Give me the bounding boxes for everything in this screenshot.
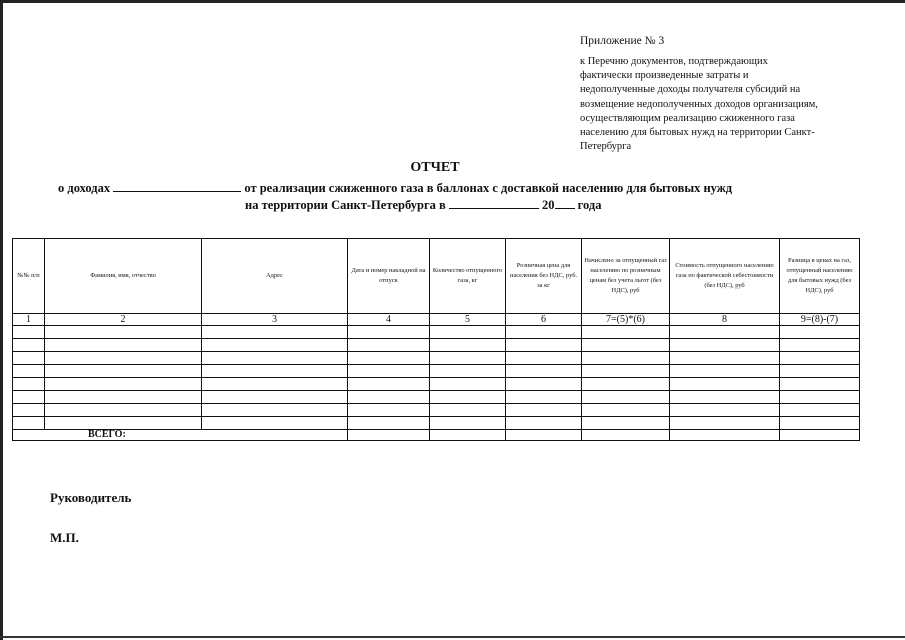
table-cell[interactable] <box>670 326 780 339</box>
table-cell[interactable] <box>202 339 348 352</box>
column-number: 9=(8)-(7) <box>780 314 860 326</box>
table-row <box>13 391 860 404</box>
page-edge <box>0 0 3 640</box>
table-cell[interactable] <box>202 365 348 378</box>
table-cell[interactable] <box>348 417 430 430</box>
table-cell[interactable] <box>13 404 45 417</box>
total-row <box>13 430 860 441</box>
column-number: 5 <box>430 314 506 326</box>
table-cell[interactable] <box>13 378 45 391</box>
header-cell: Начислено за отпущенный газ населению по розничным ценам без учета льгот (без НДС), руб <box>582 239 670 314</box>
report-table <box>12 238 860 441</box>
header-cell: Разница в ценах на газ, отпущенный населению для бытовых нужд (без НДС), руб <box>780 239 860 314</box>
table-cell[interactable] <box>202 352 348 365</box>
table-cell[interactable] <box>430 326 506 339</box>
table-row <box>13 365 860 378</box>
table-cell[interactable] <box>45 352 202 365</box>
table-cell[interactable] <box>582 378 670 391</box>
table-cell[interactable] <box>780 391 860 404</box>
year-label: года <box>577 198 602 212</box>
table-cell[interactable] <box>582 365 670 378</box>
table-cell[interactable] <box>780 339 860 352</box>
table-cell[interactable] <box>506 404 582 417</box>
appendix-text <box>580 55 865 154</box>
column-number: 3 <box>202 314 348 326</box>
table-cell[interactable] <box>670 417 780 430</box>
table-cell[interactable] <box>45 404 202 417</box>
table-cell[interactable] <box>506 326 582 339</box>
table-cell[interactable] <box>670 391 780 404</box>
table-cell[interactable] <box>670 378 780 391</box>
total-cell[interactable] <box>348 430 430 441</box>
header-cell: Количество отпущенного газа, кг <box>430 239 506 314</box>
table-row <box>13 417 860 430</box>
table-cell[interactable] <box>506 339 582 352</box>
table-cell[interactable] <box>430 352 506 365</box>
table-cell[interactable] <box>506 378 582 391</box>
table-cell[interactable] <box>202 417 348 430</box>
table-cell[interactable] <box>582 352 670 365</box>
header-cell: Фамилия, имя, отчество <box>45 239 202 314</box>
table-cell[interactable] <box>13 326 45 339</box>
appendix-line: осуществляющим реализацию сжиженного газа <box>580 112 795 124</box>
appendix-title: Приложение № 3 <box>580 35 665 47</box>
month-blank-field[interactable] <box>449 197 539 209</box>
table-cell[interactable] <box>780 352 860 365</box>
table-cell[interactable] <box>202 391 348 404</box>
header-cell: №№ п/п <box>13 239 45 314</box>
income-blank-field[interactable] <box>113 180 241 192</box>
table-cell[interactable] <box>13 391 45 404</box>
page-edge <box>0 636 905 638</box>
income-label: о доходах <box>58 181 111 195</box>
appendix-line: фактически произведенные затраты и <box>580 70 749 82</box>
column-number: 2 <box>45 314 202 326</box>
table-cell[interactable] <box>670 339 780 352</box>
table-cell[interactable] <box>13 417 45 430</box>
table-cell[interactable] <box>582 326 670 339</box>
table-cell[interactable] <box>780 404 860 417</box>
table-cell[interactable] <box>45 326 202 339</box>
report-subtitle-line-1 <box>58 180 732 196</box>
table-cell[interactable] <box>780 378 860 391</box>
table-cell[interactable] <box>780 326 860 339</box>
total-cell[interactable] <box>780 430 860 441</box>
table-cell[interactable] <box>430 339 506 352</box>
table-cell[interactable] <box>348 365 430 378</box>
table-cell[interactable] <box>348 339 430 352</box>
year-blank-field[interactable] <box>555 197 575 209</box>
table-cell[interactable] <box>348 404 430 417</box>
table-cell[interactable] <box>506 365 582 378</box>
table-cell[interactable] <box>670 365 780 378</box>
subtitle-text: от реализации сжиженного газа в баллонах с доставкой населению для бытовых нужд <box>244 181 733 195</box>
table-cell[interactable] <box>582 339 670 352</box>
appendix-line: возмещение недополученных доходов организациям, <box>580 98 818 110</box>
table-cell[interactable] <box>348 391 430 404</box>
appendix-line: Петербурга <box>580 141 632 153</box>
table-cell[interactable] <box>780 365 860 378</box>
table-cell[interactable] <box>670 352 780 365</box>
table-cell[interactable] <box>430 365 506 378</box>
appendix-line: к Перечню документов, подтверждающих <box>580 56 768 67</box>
table-cell[interactable] <box>45 339 202 352</box>
table-row <box>13 326 860 339</box>
header-cell: Стоимость отпущенного населению газа по фактической себестоимости (без НДС), руб <box>670 239 780 314</box>
column-number: 8 <box>670 314 780 326</box>
total-label: ВСЕГО: <box>13 430 348 441</box>
report-title: ОТЧЕТ <box>410 160 460 175</box>
table-cell[interactable] <box>13 339 45 352</box>
page-edge <box>0 0 905 3</box>
header-cell: Адрес <box>202 239 348 314</box>
table-row <box>13 378 860 391</box>
total-cell[interactable] <box>582 430 670 441</box>
territory-label: на территории Санкт-Петербурга в <box>245 198 446 212</box>
total-cell[interactable] <box>670 430 780 441</box>
table-row <box>13 352 860 365</box>
table-cell[interactable] <box>430 417 506 430</box>
table-cell[interactable] <box>430 404 506 417</box>
appendix-line: недополученные доходы получателя субсидий на <box>580 84 801 96</box>
table-cell[interactable] <box>45 417 202 430</box>
column-number: 1 <box>13 314 45 326</box>
table-row <box>13 404 860 417</box>
table-cell[interactable] <box>348 378 430 391</box>
table-cell[interactable] <box>430 378 506 391</box>
table-cell[interactable] <box>13 365 45 378</box>
table-cell[interactable] <box>506 417 582 430</box>
table-cell[interactable] <box>582 404 670 417</box>
table-cell[interactable] <box>506 352 582 365</box>
column-number-row <box>13 314 860 326</box>
table-row <box>13 339 860 352</box>
year-prefix: 20 <box>542 198 555 212</box>
table-cell[interactable] <box>582 417 670 430</box>
header-row <box>13 239 860 314</box>
table-cell[interactable] <box>348 352 430 365</box>
appendix-block <box>580 34 865 154</box>
table-cell[interactable] <box>45 365 202 378</box>
table-cell[interactable] <box>202 326 348 339</box>
table-cell[interactable] <box>45 378 202 391</box>
table-cell[interactable] <box>13 352 45 365</box>
total-cell[interactable] <box>506 430 582 441</box>
table-cell[interactable] <box>506 391 582 404</box>
header-cell: Розничная цена для населения без НДС, руб. за кг <box>506 239 582 314</box>
column-number: 7=(5)*(6) <box>582 314 670 326</box>
header-cell: Дата и номер накладной на отпуск <box>348 239 430 314</box>
column-number: 6 <box>506 314 582 326</box>
table-cell[interactable] <box>202 378 348 391</box>
table-cell[interactable] <box>348 326 430 339</box>
stamp-label: М.П. <box>50 530 79 545</box>
table-cell[interactable] <box>780 417 860 430</box>
report-subtitle-line-2 <box>245 197 601 213</box>
table-body <box>13 326 860 430</box>
table-cell[interactable] <box>430 391 506 404</box>
column-number: 4 <box>348 314 430 326</box>
total-cell[interactable] <box>430 430 506 441</box>
table-cell[interactable] <box>202 404 348 417</box>
table-cell[interactable] <box>582 391 670 404</box>
appendix-line: населению для бытовых нужд на территории Санкт- <box>580 127 815 139</box>
signer-label: Руководитель <box>50 490 132 505</box>
table-cell[interactable] <box>670 404 780 417</box>
table-cell[interactable] <box>45 391 202 404</box>
